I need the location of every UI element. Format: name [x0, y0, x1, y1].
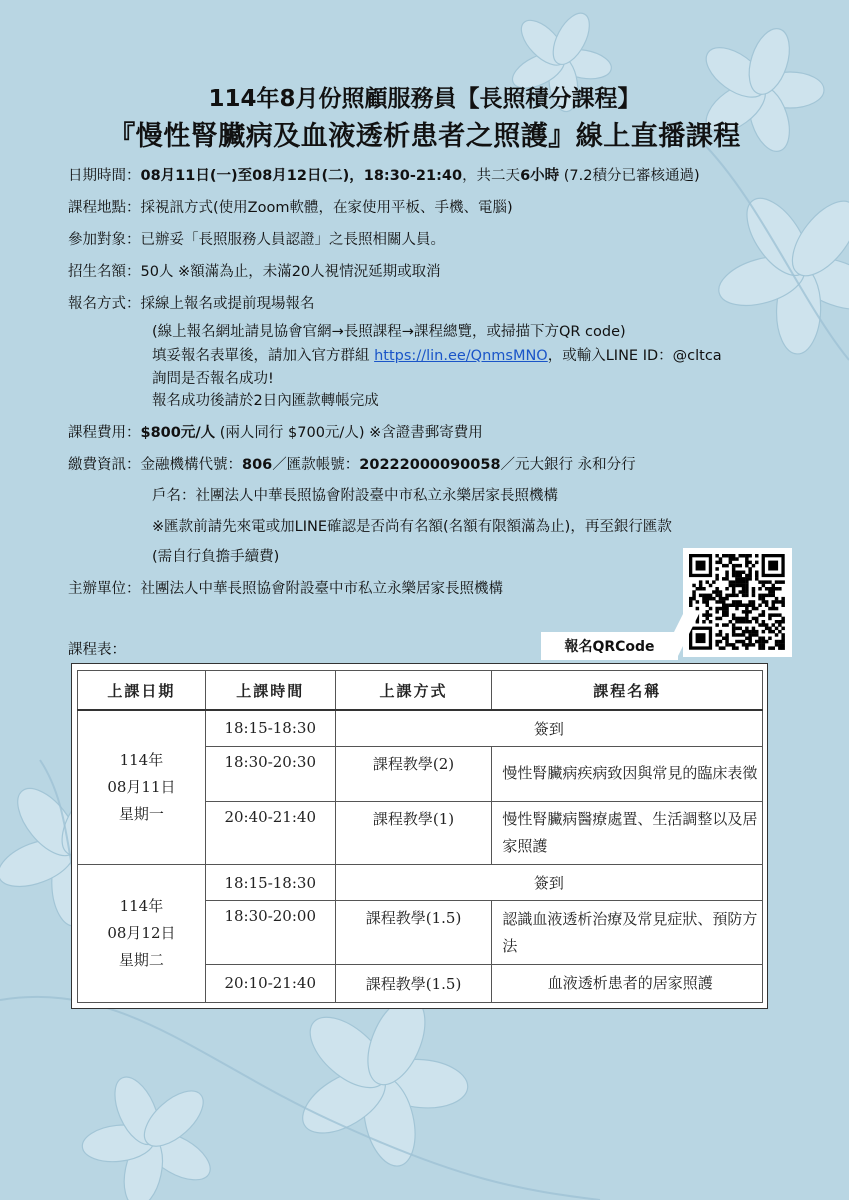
row-course-name: 慢性腎臟病醫療處置、生活調整以及居家照護: [492, 801, 763, 865]
header-method: 上課方式: [335, 671, 492, 711]
line-group-link[interactable]: https://lin.ee/QnmsMNO: [374, 348, 548, 364]
row-course-name: 血液透析患者的居家照護: [492, 964, 763, 1002]
info-signup: 報名方式：採線上報名或提前現場報名: [68, 296, 315, 312]
payment-note: ※匯款前請先來電或加LINE確認是否尚有名額(名額有限額滿為止)，再至銀行匯款: [152, 519, 672, 535]
day2-date-cell: 114年 08月12日 星期二: [78, 865, 206, 1003]
row-method: 課程教學(1.5): [335, 964, 492, 1002]
header-date: 上課日期: [78, 671, 206, 711]
table-row: [78, 710, 763, 746]
arrow-icon: [660, 612, 700, 660]
info-host: 主辦單位：社團法人中華長照協會附設臺中市私立永樂居家長照機構: [68, 581, 503, 597]
info-target: 參加對象：已辦妥「長照服務人員認證」之長照相關人員。: [68, 232, 445, 248]
row-time: 18:30-20:00: [205, 901, 335, 965]
page-title: 114年8月份照顧服務員【長照積分課程】: [208, 86, 641, 112]
row-course-name: 認識血液透析治療及常見症狀、預防方法: [492, 901, 763, 965]
row-time: 18:15-18:30: [205, 710, 335, 746]
signup-line-group: 填妥報名表單後，請加入官方群組 https://lin.ee/QnmsMNO，或輸入LINE ID：@cltca: [152, 348, 722, 364]
schedule-table: [77, 670, 763, 1003]
info-payment: 繳費資訊：金融機構代號：806／匯款帳號：20222000090058／元大銀行 永和分行: [68, 457, 636, 473]
payment-account-holder: 戶名：社團法人中華長照協會附設臺中市私立永樂居家長照機構: [152, 488, 558, 504]
info-quota: 招生名額：50人 ※額滿為止，未滿20人視情況延期或取消: [68, 264, 441, 280]
row-time: 18:30-20:30: [205, 746, 335, 801]
info-date: 日期時間：08月11日(一)至08月12日(二)，18:30-21:40，共二天6小時 (7.2積分已審核通過): [68, 168, 700, 184]
schedule-table-container: [71, 663, 768, 1009]
info-location: 課程地點：採視訊方式(使用Zoom軟體，在家使用平板、手機、電腦): [68, 200, 513, 216]
course-title: 『慢性腎臟病及血液透析患者之照護』線上直播課程: [108, 121, 741, 152]
row-time: 20:40-21:40: [205, 801, 335, 865]
header-time: 上課時間: [205, 671, 335, 711]
schedule-label: 課程表：: [68, 642, 126, 658]
row-checkin: 簽到: [335, 710, 762, 746]
header-course-name: 課程名稱: [492, 671, 763, 711]
row-time: 18:15-18:30: [205, 865, 335, 901]
table-header-row: [78, 671, 763, 711]
row-time: 20:10-21:40: [205, 964, 335, 1002]
signup-instructions: (線上報名網址請見協會官網→長照課程→課程總覽，或掃描下方QR code): [152, 324, 626, 340]
signup-payment-deadline: 報名成功後請於2日內匯款轉帳完成: [152, 393, 379, 409]
signup-confirm: 詢問是否報名成功!: [152, 371, 274, 387]
payment-fee-note: (需自行負擔手續費): [152, 549, 280, 565]
table-row: [78, 865, 763, 901]
row-course-name: 慢性腎臟病疾病致因與常見的臨床表徵: [492, 746, 763, 801]
info-fee: 課程費用：$800元/人 (兩人同行 $700元/人) ※含證書郵寄費用: [68, 425, 483, 441]
qr-code-label: 報名QRCode: [541, 632, 678, 660]
row-checkin: 簽到: [335, 865, 762, 901]
row-method: 課程教學(1): [335, 801, 492, 865]
day1-date-cell: 114年 08月11日 星期一: [78, 710, 206, 865]
row-method: 課程教學(2): [335, 746, 492, 801]
row-method: 課程教學(1.5): [335, 901, 492, 965]
